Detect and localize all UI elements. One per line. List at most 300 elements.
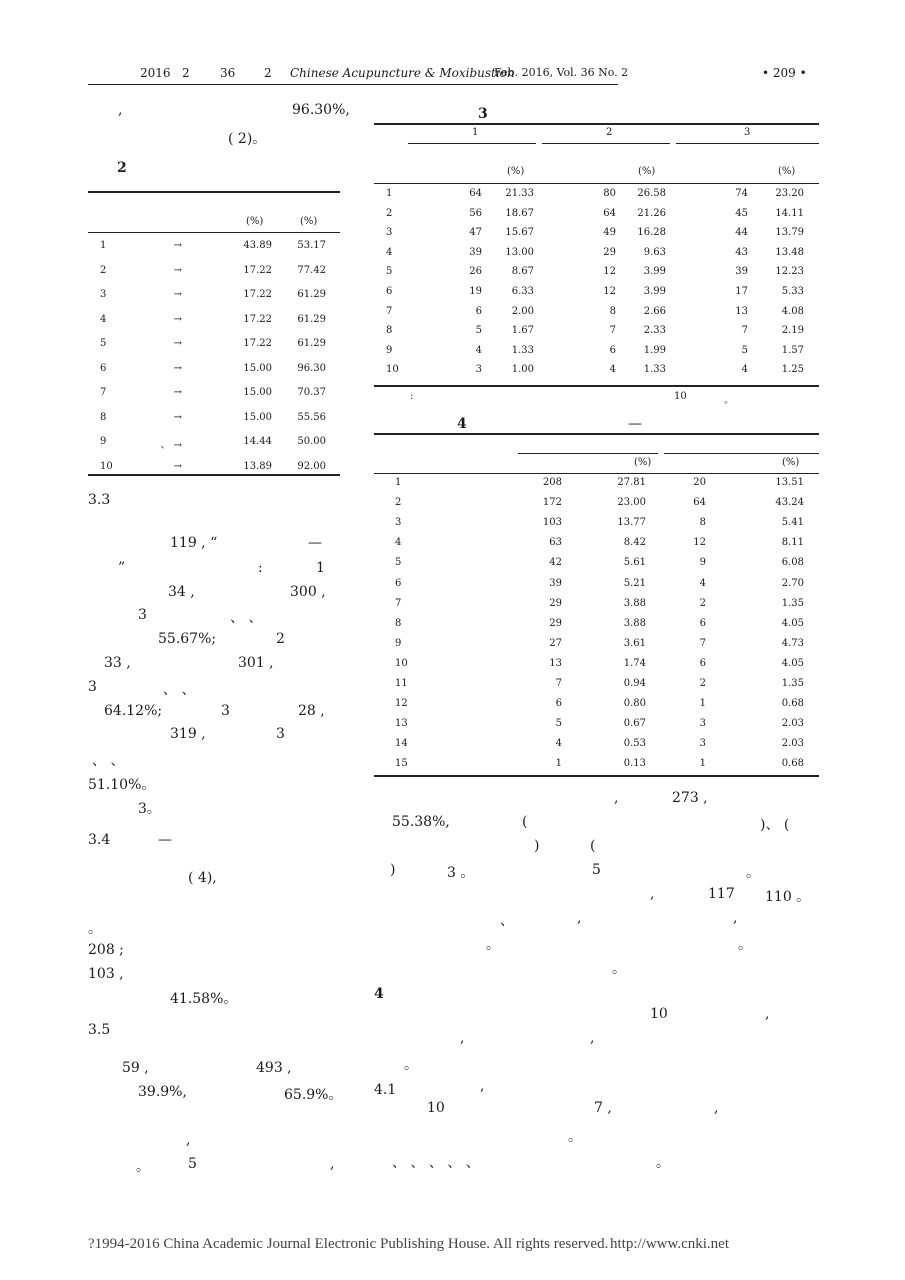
table-3-count-2: 12 [603, 266, 616, 278]
table-4-pct-1: 5.61 [623, 557, 646, 569]
table-4-count-2: 64 [693, 497, 706, 509]
table-4-count-2: 6 [699, 617, 706, 629]
table-2-row-number: 7 [100, 387, 107, 398]
table-2-cell-a: 17.22 [243, 289, 272, 300]
table-3-count-1: 5 [475, 325, 482, 337]
table-3-pct-header-1: (%) [507, 166, 525, 177]
table-4-pct-1: 0.53 [623, 738, 646, 750]
table-3-pct-3: 23.20 [775, 188, 804, 199]
table-4-pct-2: 0.68 [781, 758, 804, 770]
arrow-icon: → [173, 313, 182, 325]
section-4-heading: 4 [374, 986, 384, 1002]
table-4-bottom-rule [374, 775, 819, 777]
table-4-title-dash: — [628, 416, 642, 432]
table-2-cell-b: 50.00 [297, 436, 326, 447]
para-3-3-text-16: 3 [221, 703, 230, 719]
para-3-3-text-3: : [258, 560, 263, 576]
table-4-pct-1: 3.61 [623, 637, 646, 649]
table-4-pct-2: 1.35 [781, 597, 804, 609]
table-3-pct-1: 18.67 [505, 207, 534, 219]
table-3-header-rule [374, 183, 819, 184]
table-4-count-2: 3 [699, 718, 706, 730]
header-page-number: • 209 • [762, 66, 807, 80]
table-3-pct-2: 1.99 [643, 344, 666, 356]
table-3-count-1: 6 [475, 305, 482, 317]
right-para-text-11: , [650, 886, 655, 902]
table-2-cell-b: 61.29 [297, 313, 326, 325]
table-4-group-2-rule [664, 453, 819, 454]
table-4-pct-2: 4.05 [781, 657, 804, 669]
right-para-text-6: ( [590, 838, 596, 854]
table-4-count-2: 9 [699, 557, 706, 569]
table-4-count-1: 63 [549, 537, 562, 549]
table-2-header-rule [88, 232, 340, 233]
table-2-label: 2 [117, 160, 127, 176]
table-4-count-2: 7 [699, 637, 706, 649]
table-4-count-1: 172 [542, 497, 562, 509]
para-3-5-text-7: , [330, 1156, 335, 1172]
table-4-row-number: 13 [395, 718, 408, 730]
table-3-pct-3: 5.33 [781, 286, 804, 297]
table-4-pct-2: 5.41 [781, 517, 804, 529]
table-2-cell-a: 17.22 [243, 264, 272, 276]
table-3-count-2: 7 [609, 325, 616, 337]
table-3-row-number: 3 [386, 227, 393, 239]
header-issue: 2 [264, 66, 272, 80]
table-3-label: 3 [478, 106, 488, 122]
footer-url[interactable]: http://www.cnki.net [610, 1236, 730, 1252]
table-3-pct-2: 9.63 [643, 246, 666, 258]
arrow-icon: → [173, 240, 182, 251]
table-3-count-3: 74 [735, 188, 748, 199]
table-4-row-number: 5 [395, 557, 402, 569]
table-2-cell-a: 13.89 [243, 460, 272, 472]
table-4-pct-1: 13.77 [617, 517, 646, 529]
para-3-3-text-18: 319 , [170, 726, 206, 742]
table-3-pct-2: 1.33 [643, 364, 666, 376]
table-4-count-2: 3 [699, 738, 706, 750]
table-3-top-rule [374, 123, 819, 125]
table-3-count-2: 49 [603, 227, 616, 239]
para-3-3-text-14: 、 、 [163, 682, 196, 698]
table-3-pct-2: 3.99 [643, 266, 666, 278]
table-4-pct-1: 0.94 [623, 678, 646, 689]
table-4-count-2: 6 [699, 657, 706, 669]
right-para-text-10: 。 [746, 865, 760, 881]
table-3-row-number: 9 [386, 344, 393, 356]
para-3-3-text-22: 3。 [138, 801, 161, 817]
table-4-header-rule [374, 473, 819, 474]
table-2-row-number: 2 [100, 264, 107, 276]
table-3-count-1: 3 [475, 364, 482, 376]
section-3-4-heading: 3.4 [88, 832, 111, 848]
table-3-pct-2: 26.58 [637, 188, 666, 199]
table-3-pct-3: 13.79 [775, 227, 804, 239]
para-4-text-0: 10 [650, 1006, 668, 1022]
table-2-cell-b: 70.37 [297, 387, 326, 398]
table-3-pct-1: 1.67 [511, 325, 534, 337]
table-4-count-1: 1 [555, 758, 562, 770]
table-4-pct-1: 27.81 [617, 477, 646, 488]
table-4-row-number: 9 [395, 637, 402, 649]
table-3-row-number: 8 [386, 325, 393, 337]
section-4-1-heading: 4.1 [374, 1082, 397, 1098]
table-4-count-1: 13 [549, 657, 562, 669]
table-3-pct-2: 2.66 [643, 305, 666, 317]
left-intro-text-1: 96.30%, [292, 102, 350, 118]
table-2-row-number: 8 [100, 411, 107, 423]
table-3-count-3: 43 [735, 246, 748, 258]
table-4-pct-2: 2.03 [781, 718, 804, 730]
table-3-count-1: 39 [469, 246, 482, 258]
table-3-pct-header-2: (%) [638, 166, 656, 177]
right-para-text-5: ) [534, 838, 540, 854]
para-3-4-text-1: 。 [88, 921, 102, 937]
table-3-pct-3: 1.25 [781, 364, 804, 376]
table-3-pct-2: 16.28 [637, 227, 666, 239]
para-3-3-text-19: 3 [276, 726, 285, 742]
table-2-cell-b: 92.00 [297, 460, 326, 472]
table-4-label: 4 [457, 416, 467, 432]
para-4-1-text-0: , [480, 1078, 485, 1094]
table-3-pct-3: 13.48 [775, 246, 804, 258]
table-4-row-number: 3 [395, 517, 402, 529]
table-3-count-2: 4 [609, 364, 616, 376]
table-4-count-1: 103 [542, 517, 562, 529]
table-4-pct-1: 3.88 [623, 597, 646, 609]
table-4-count-2: 2 [699, 597, 706, 609]
table-4-row-number: 14 [395, 738, 408, 750]
table-4-pct-1: 0.80 [623, 698, 646, 710]
right-para-text-2: 55.38%, [392, 814, 450, 830]
para-3-3-text-21: 51.10%。 [88, 777, 156, 793]
table-4-pct-2: 8.11 [781, 537, 804, 549]
table-4-row-number: 11 [395, 678, 408, 689]
table-4-count-1: 5 [555, 718, 562, 730]
table-3-count-3: 39 [735, 266, 748, 278]
right-para-text-8: 3 。 [447, 865, 475, 881]
table-2-row-number: 10 [100, 460, 113, 472]
table-3-count-2: 64 [603, 207, 616, 219]
table-4-pct-2: 43.24 [775, 497, 804, 509]
table-4-row-number: 7 [395, 597, 402, 609]
table-4-pct-1: 0.13 [623, 758, 646, 770]
para-3-3-text-7: 3 [138, 607, 147, 623]
table-3-count-3: 13 [735, 305, 748, 317]
table-3-group-2-rule [542, 143, 670, 144]
header-journal: Chinese Acupuncture & Moxibustion [290, 66, 515, 80]
header-rule [88, 84, 618, 85]
table-3-pct-1: 2.00 [511, 305, 534, 317]
para-3-4-text-4: 41.58%。 [170, 991, 238, 1007]
right-para-text-19: 。 [612, 961, 626, 977]
right-para-text-17: 。 [486, 937, 500, 953]
table-4-count-1: 29 [549, 617, 562, 629]
table-3-pct-header-3: (%) [778, 166, 796, 177]
table-4-count-2: 1 [699, 758, 706, 770]
table-2-row-number: 3 [100, 289, 107, 300]
para-4-1-text-1: 10 [427, 1100, 445, 1116]
table-3-note-end: 。 [724, 395, 734, 406]
table-3-pct-1: 13.00 [505, 246, 534, 258]
table-3-group-2: 2 [606, 127, 613, 138]
table-4-pct-header-1: (%) [634, 457, 652, 468]
table-3-pct-3: 2.19 [781, 325, 804, 337]
table-3-count-1: 47 [469, 227, 482, 239]
header-year: 2016 [140, 66, 171, 80]
table-3-pct-1: 6.33 [511, 286, 534, 297]
para-3-3-text-15: 64.12%; [104, 703, 163, 719]
table-2-row-number: 5 [100, 338, 107, 349]
right-para-text-0: , [614, 790, 619, 806]
para-3-3-text-0: 119 , “ [170, 535, 218, 551]
table-4-pct-1: 8.42 [623, 537, 646, 549]
arrow-icon: → [173, 362, 182, 374]
table-3-count-1: 64 [469, 188, 482, 199]
para-4-1-text-4: 。 [568, 1129, 582, 1145]
table-2-col-a-header: (%) [246, 216, 264, 227]
table-2-bottom-rule [88, 474, 340, 476]
table-4-pct-2: 0.68 [781, 698, 804, 710]
arrow-icon: 、 → [160, 440, 182, 451]
table-4-count-1: 29 [549, 597, 562, 609]
para-3-5-text-0: 59 , [122, 1060, 149, 1076]
para-4-1-text-2: 7 , [594, 1100, 612, 1116]
table-4-pct-1: 0.67 [623, 718, 646, 730]
right-para-text-7: ) [390, 862, 396, 878]
table-2-cell-b: 61.29 [297, 289, 326, 300]
right-para-text-3: ( [522, 814, 528, 830]
right-para-text-4: )、 ( [760, 817, 790, 833]
table-2-cell-b: 77.42 [297, 264, 326, 276]
table-3-count-3: 45 [735, 207, 748, 219]
table-3-note-colon: : [410, 391, 414, 402]
table-3-row-number: 5 [386, 266, 393, 278]
table-4-pct-1: 3.88 [623, 617, 646, 629]
right-para-text-16: , [733, 910, 738, 926]
right-para-text-18: 。 [738, 937, 752, 953]
table-3-row-number: 1 [386, 188, 393, 199]
table-4-count-1: 4 [555, 738, 562, 750]
arrow-icon: → [173, 387, 182, 398]
section-3-4-dash: — [158, 832, 172, 848]
table-3-pct-1: 15.67 [505, 227, 534, 239]
table-3-count-2: 80 [603, 188, 616, 199]
table-4-pct-2: 1.35 [781, 678, 804, 689]
para-4-text-2: , [460, 1030, 465, 1046]
table-4-count-2: 4 [699, 577, 706, 589]
arrow-icon: → [173, 460, 182, 472]
table-3-count-2: 8 [609, 305, 616, 317]
table-3-group-1: 1 [472, 127, 479, 138]
table-2-cell-b: 96.30 [297, 362, 326, 374]
table-4-row-number: 10 [395, 657, 408, 669]
table-4-row-number: 15 [395, 758, 408, 770]
table-4-count-2: 8 [699, 517, 706, 529]
table-3-pct-3: 14.11 [775, 207, 804, 219]
table-3-row-number: 10 [386, 364, 399, 376]
para-3-4-text-0: ( 4), [188, 870, 217, 886]
table-4-row-number: 4 [395, 537, 402, 549]
para-3-5-text-4: , [186, 1132, 191, 1148]
para-4-1-text-3: , [714, 1100, 719, 1116]
right-para-text-14: 、 [500, 913, 514, 929]
para-3-3-text-12: 301 , [238, 655, 274, 671]
table-3-count-3: 17 [735, 286, 748, 297]
right-para-text-9: 5 [592, 862, 601, 878]
para-3-3-text-8: 、 、 [230, 610, 263, 626]
right-para-text-13: 110 。 [765, 889, 811, 905]
para-3-3-text-17: 28 , [298, 703, 325, 719]
para-3-3-text-20: 、 、 [92, 753, 125, 769]
para-4-text-4: 。 [404, 1057, 418, 1073]
para-3-3-text-2: ” [118, 560, 126, 576]
table-3-group-3: 3 [744, 127, 751, 138]
table-4-count-1: 39 [549, 577, 562, 589]
table-3-pct-3: 12.23 [775, 266, 804, 278]
table-3-count-3: 4 [741, 364, 748, 376]
table-2-cell-a: 17.22 [243, 313, 272, 325]
table-3-count-1: 56 [469, 207, 482, 219]
table-2-cell-a: 15.00 [243, 411, 272, 423]
arrow-icon: → [173, 411, 182, 423]
table-4-count-1: 27 [549, 637, 562, 649]
table-3-row-number: 2 [386, 207, 393, 219]
right-para-text-15: , [577, 910, 582, 926]
table-4-count-2: 1 [699, 698, 706, 710]
table-4-pct-1: 1.74 [623, 657, 646, 669]
arrow-icon: → [173, 289, 182, 300]
table-4-count-1: 42 [549, 557, 562, 569]
para-3-3-text-13: 3 [88, 679, 97, 695]
table-3-pct-2: 21.26 [637, 207, 666, 219]
table-3-pct-3: 1.57 [781, 344, 804, 356]
table-3-pct-1: 1.33 [511, 344, 534, 356]
right-para-text-12: 117 [708, 886, 735, 902]
para-4-1-text-6: 。 [656, 1155, 670, 1171]
table-3-row-number: 4 [386, 246, 393, 258]
table-2-cell-b: 61.29 [297, 338, 326, 349]
table-4-row-number: 2 [395, 497, 402, 509]
table-2-cell-b: 53.17 [297, 240, 326, 251]
para-3-5-text-3: 65.9%。 [284, 1087, 343, 1103]
header-month: 2 [182, 66, 190, 80]
table-4-row-number: 1 [395, 477, 402, 488]
table-4-pct-1: 23.00 [617, 497, 646, 509]
table-2-cell-a: 43.89 [243, 240, 272, 251]
table-4-top-rule [374, 433, 819, 435]
para-3-5-text-5: 。 [136, 1159, 150, 1175]
para-3-3-text-4: 1 [316, 560, 325, 576]
table-4-pct-header-2: (%) [782, 457, 800, 468]
table-4-pct-2: 4.05 [781, 617, 804, 629]
para-3-3-text-6: 300 , [290, 584, 326, 600]
table-2-row-number: 6 [100, 362, 107, 374]
table-3-count-3: 5 [741, 344, 748, 356]
table-3-pct-2: 2.33 [643, 325, 666, 337]
table-4-count-2: 20 [693, 477, 706, 488]
para-3-3-text-11: 33 , [104, 655, 131, 671]
table-3-pct-1: 21.33 [505, 188, 534, 199]
table-4-pct-1: 5.21 [623, 577, 646, 589]
table-3-group-3-rule [676, 143, 819, 144]
para-3-5-text-2: 39.9%, [138, 1084, 187, 1100]
table-2-top-rule [88, 191, 340, 193]
para-3-4-text-3: 103 , [88, 966, 124, 982]
arrow-icon: → [173, 338, 182, 349]
footer-copyright: ?1994-2016 China Academic Journal Electronic Publishing House. All rights reserved. [88, 1236, 609, 1252]
table-3-pct-2: 3.99 [643, 286, 666, 297]
table-3-row-number: 6 [386, 286, 393, 297]
section-3-3-heading: 3.3 [88, 492, 111, 508]
table-4-group-1-rule [518, 453, 658, 454]
table-3-count-3: 44 [735, 227, 748, 239]
table-4-count-1: 208 [542, 477, 562, 488]
table-4-row-number: 6 [395, 577, 402, 589]
table-3-count-3: 7 [741, 325, 748, 337]
table-4-pct-2: 2.70 [781, 577, 804, 589]
table-3-note-10: 10 [674, 391, 687, 402]
table-4-count-2: 2 [699, 678, 706, 689]
table-3-count-1: 4 [475, 344, 482, 356]
table-2-row-number: 9 [100, 436, 107, 447]
para-4-text-1: , [765, 1006, 770, 1022]
table-3-count-2: 12 [603, 286, 616, 297]
table-4-count-2: 12 [693, 537, 706, 549]
table-3-group-1-rule [408, 143, 536, 144]
table-2-row-number: 1 [100, 240, 107, 251]
table-2-cell-a: 15.00 [243, 362, 272, 374]
table-2-col-b-header: (%) [300, 216, 318, 227]
section-3-5-heading: 3.5 [88, 1022, 111, 1038]
table-4-count-1: 7 [555, 678, 562, 689]
table-3-pct-1: 8.67 [511, 266, 534, 278]
table-4-row-number: 8 [395, 617, 402, 629]
table-3-count-2: 6 [609, 344, 616, 356]
para-4-1-text-5: 、 、 、 、 、 [392, 1155, 480, 1171]
table-3-count-1: 26 [469, 266, 482, 278]
table-3-pct-3: 4.08 [781, 305, 804, 317]
para-3-3-text-10: 2 [276, 631, 285, 647]
right-para-text-1: 273 , [672, 790, 708, 806]
table-2-cell-b: 55.56 [297, 411, 326, 423]
header-volume: 36 [220, 66, 236, 80]
left-intro-text-0: , [118, 102, 123, 118]
header-issue-info: Feb. 2016, Vol. 36 No. 2 [494, 66, 629, 79]
table-3-count-1: 19 [469, 286, 482, 297]
table-4-count-1: 6 [555, 698, 562, 710]
table-3-pct-1: 1.00 [511, 364, 534, 376]
table-3-row-number: 7 [386, 305, 393, 317]
table-4-pct-2: 4.73 [781, 637, 804, 649]
para-3-4-text-2: 208 ; [88, 942, 124, 958]
table-3-count-2: 29 [603, 246, 616, 258]
para-3-3-text-5: 34 , [168, 584, 195, 600]
para-3-5-text-6: 5 [188, 1156, 197, 1172]
table-2-cell-a: 15.00 [243, 387, 272, 398]
table-2-row-number: 4 [100, 313, 107, 325]
table-4-row-number: 12 [395, 698, 408, 710]
table-3-bottom-rule [374, 385, 819, 387]
table-4-pct-2: 2.03 [781, 738, 804, 750]
para-3-3-text-1: — [308, 535, 322, 551]
table-2-cell-a: 14.44 [243, 436, 272, 447]
arrow-icon: → [173, 264, 182, 276]
para-3-5-text-1: 493 , [256, 1060, 292, 1076]
para-3-3-text-9: 55.67%; [158, 631, 217, 647]
table-4-pct-2: 6.08 [781, 557, 804, 569]
left-intro-text-2: ( 2)。 [228, 131, 267, 147]
